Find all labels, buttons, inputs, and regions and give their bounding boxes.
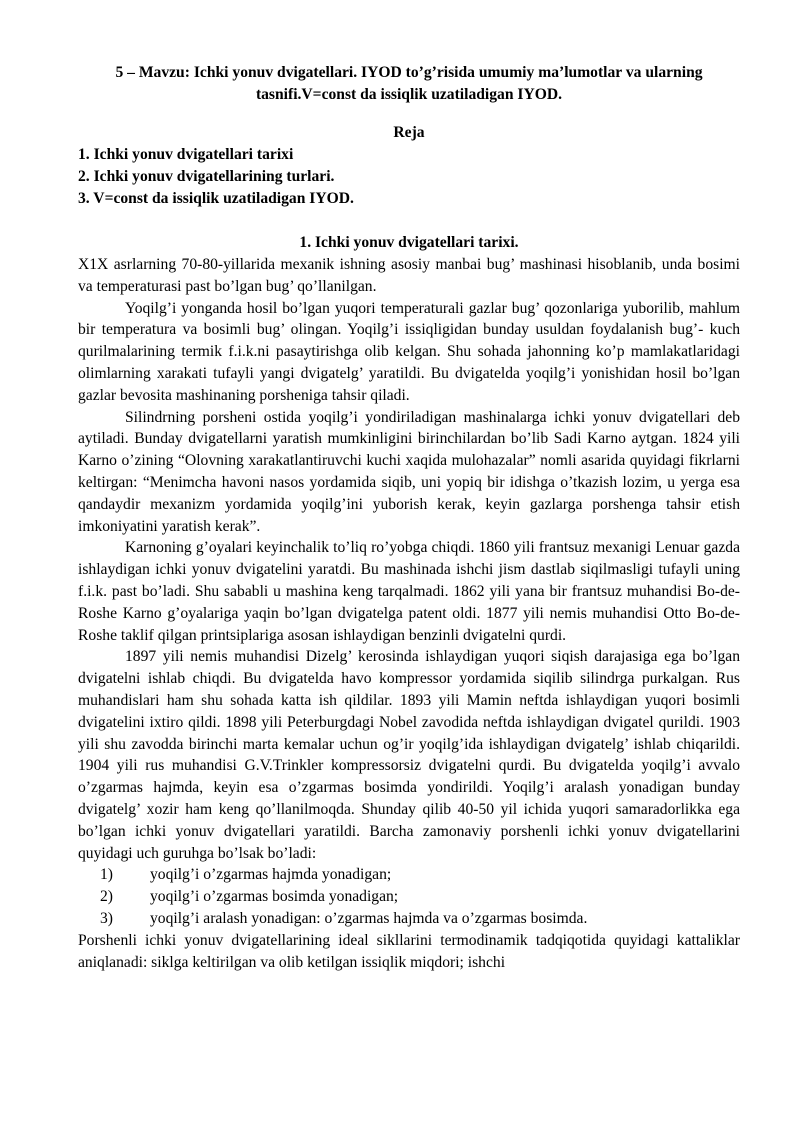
list-item [78,886,740,908]
plan-item: 2. Ichki yonuv dvigatellarining turlari. [78,167,335,185]
plan-list [78,144,740,209]
list-item [78,864,740,886]
plan-item: 1. Ichki yonuv dvigatellari tarixi [78,146,294,163]
paragraph: Karnoning g’oyalari keyinchalik to’liq ro’yobga chiqdi. 1860 yili frantsuz mexanigi Lenuar gazda ishlaydigan ichki yonuv dvigatelini yaratdi. Bu mashinada ishchi jism dastlab siqilmasligi tufayli uning f.i.k. past bo’ladi. Shu sababli u mashina keng tarqalmadi. 1862 yili yana bir frantsuz muhandisi Bo-de-Roshe Karno g’oyalariga yaqin bo’lgan dvigatelga patent oldi. 1877 yili nemis muhandisi Otto Bo-de-Roshe taklif qilgan printsiplariga asosan ishlaydigan benzinli dvigatelni qurdi. [78,539,740,644]
list-item-number: 3) [100,909,113,927]
paragraph: Porshenli ichki yonuv dvigatellarining ideal sikllarini termodinamik tadqiqotida quyidagi kattaliklar aniqlanadi: siklga keltirilgan va olib ketilgan issiqlik miqdori; ishchi [78,931,740,971]
list-item [78,908,740,930]
plan-heading: Reja [393,124,425,141]
list-item-text: yoqilg’i o’zgarmas bosimda yonadigan; [150,888,399,906]
section-heading: 1. Ichki yonuv dvigatellari tarixi. [299,234,519,251]
paragraph: X1X asrlarning 70-80-yillarida mexanik ishning asosiy manbai bug’ mashinasi hisoblanib, unda bosimi va temperaturasi past bo’lgan bug’ qo’llanilgan. [78,256,740,295]
list-item-number: 1) [100,866,113,884]
paragraph: Yoqilg’i yonganda hosil bo’lgan yuqori temperaturali gazlar bug’ qozonlariga yuborilib, mahlum bir temperatura va bosimli bug’ olingan. Yoqilg’i issiqligidan bunday usuldan foydalanish bug’- kuch qurilmalarining termik f.i.k.ni pasaytirishga olib kelgan. Shu sohada jahonning ko’p mamlakatlaridagi olimlarning xarakati tufayli yangi dvigatelg’ yaratildi. Bu dvigatelda yoqilg’i yonishidan hosil bo’lgan gazlar bevosita mashinaning porsheniga tahsir qiladi. [78,299,740,404]
list-item-text: yoqilg’i o’zgarmas hajmda yonadigan; [150,866,392,884]
document-title: 5 – Mavzu: Ichki yonuv dvigatellari. IYOD to’g’risida umumiy ma’lumotlar va ularning tasnifi.V=const da issiqlik uzatiladigan IYOD. [115,64,703,103]
list-item-number: 2) [100,888,113,906]
group-list [78,864,740,929]
document-body [78,254,740,973]
paragraph: 1897 yili nemis muhandisi Dizelg’ kerosinda ishlaydigan yuqori siqish darajasiga ega bo’lgan dvigatelni ishlab chiqdi. Bu dvigatelda havo kompressor yordamida siqilib silindrga purkalgan. Rus muhandislari ham shu sohada katta ish qildilar. 1893 yili Mamin neftda ishlaydigan yuqori bosimli dvigatelini ixtiro qildi. 1898 yili Peterburgdagi Nobel zavodida neftda ishlaydigan dvigatel qurildi. 1903 yili shu zavodda birinchi marta kemalar uchun og’ir yoqilg’ida ishlaydigan dvigatelg’ ishlab chiqarildi. 1904 yili rus muhandisi G.V.Trinkler kompressorsiz dvigatelni qurdi. Bu dvigatelda yoqilg’i avvalo o’zgarmas hajmda, keyin esa o’zgarmas bosimda yondirildi. Yoqilg’i aralash yonadigan bunday dvigatelg’ xozir ham keng qo’llanilmoqda. Shunday qilib 40-50 yil ichida yuqori samaradorlikka ega bo’lgan ichki yonuv dvigatellari yaratildi. Barcha zamonaviy porshenli ichki yonuv dvigatellarini quyidagi uch guruhga bo’lsak bo’ladi: [78,648,740,862]
paragraph: Silindrning porsheni ostida yoqilg’i yondiriladigan mashinalarga ichki yonuv dvigatellari deb aytiladi. Bunday dvigatellarni yaratish mumkinligini birinchilardan bo’lib Sadi Karno aytgan. 1824 yili Karno o’zining “Olovning xarakatlantiruvchi kuchi xaqida mulohazalar” nomli asarida quyidagi fikrlarni keltirgan: “Menimcha havoni nasos yordamida siqib, uni yopiq bir idishga o’tkazish lozim, u yerga esa qandaydir mexanizm yordamida yoqilg’ini yuborish kerak, keyin gazlarga porshenga tahsir etish imkoniyatini yaratish kerak”. [78,408,740,535]
list-item-text: yoqilg’i aralash yonadigan: o’zgarmas hajmda va o’zgarmas bosimda. [150,909,588,927]
plan-item: 3. V=const da issiqlik uzatiladigan IYOD. [78,189,354,207]
